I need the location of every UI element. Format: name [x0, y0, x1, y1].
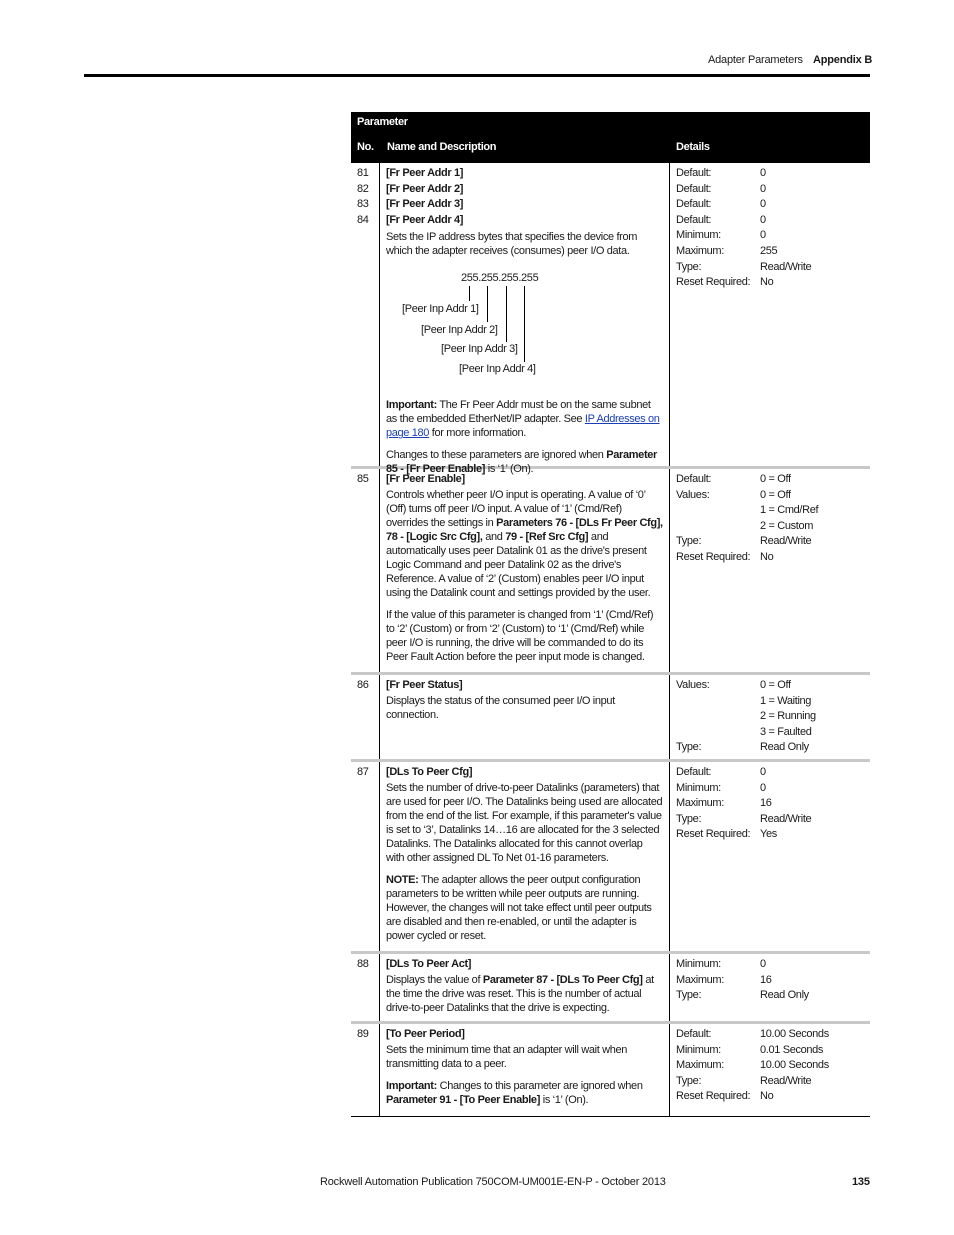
detail-value: 0: [760, 766, 766, 778]
detail-line: [676, 244, 870, 260]
detail-value: 0: [760, 198, 766, 211]
detail-value: No: [760, 1090, 774, 1103]
parameter-reference: Parameter 91 - [To Peer Enable]: [386, 1094, 541, 1106]
diagram-label: [Peer Inp Addr 1]: [402, 303, 479, 316]
detail-line: [676, 228, 870, 244]
param-details: [670, 469, 870, 672]
changes-text: is ‘1’ (On).: [485, 463, 534, 476]
ip-address-diagram: [386, 266, 663, 390]
param-details: [670, 1024, 870, 1116]
param-numbers: [351, 675, 380, 759]
param-description: [380, 469, 670, 672]
param-names: [386, 166, 663, 228]
note-text: The adapter allows the peer output configuration parameters to be written while peer outputs are running. However, the changes will not take effect until peer outputs are disabled and then re-enabled, or until the adapter is power cycled or reset.: [386, 874, 652, 942]
table-header: [351, 112, 870, 163]
param-number: 84: [357, 213, 369, 226]
detail-line: [676, 740, 870, 756]
table-row: [351, 675, 870, 762]
important-label: Important:: [386, 1080, 437, 1092]
parameter-reference: Parameters 76 - [DLs Fr Peer Cfg], 78 - [Logic Src Cfg],: [386, 517, 663, 543]
detail-value: Read/Write: [760, 812, 812, 825]
param-details: [670, 163, 870, 466]
diagram-connector-line: [524, 286, 525, 362]
param-numbers: [351, 954, 380, 1021]
detail-label: Maximum:: [676, 973, 724, 986]
detail-label: [676, 725, 760, 741]
param-description-text: If the value of this parameter is changed from ‘1’ (Cmd/Ref) to ‘2’ (Custom) or from ‘2’ (Custom) to ‘1’ (Cmd/Ref) while peer I/O is running, the drive will be commanded to do its Peer Fault Action before the peer input mode is changed.: [386, 609, 654, 663]
param-number: 85: [357, 473, 369, 485]
detail-line: [676, 197, 870, 213]
param-numbers: [351, 762, 380, 951]
detail-label: Minimum:: [676, 781, 721, 794]
detail-value: 1 = Waiting: [760, 694, 812, 707]
detail-label: Reset Required:: [676, 1090, 751, 1103]
detail-line: [676, 765, 870, 781]
detail-line: [676, 472, 870, 488]
detail-line: [676, 1027, 870, 1043]
detail-value: Yes: [760, 828, 777, 841]
note-label: NOTE:: [386, 874, 419, 886]
header-parameter: Parameter: [357, 116, 408, 128]
description-text: and automatically uses peer Datalink 01 as the drive's present Logic Command and peer Datalink 02 as the drive's Reference. A value of ‘2’ (Custom) enables peer I/O input using the Datalink count and settings provided by the user.: [386, 531, 651, 599]
detail-label: Maximum:: [676, 797, 724, 810]
detail-value: 0: [760, 167, 766, 179]
detail-value: 0: [760, 229, 766, 242]
table-row: [351, 469, 870, 675]
detail-label: Type:: [676, 260, 702, 273]
param-description: [380, 762, 670, 951]
param-name: [Fr Peer Enable]: [386, 473, 465, 485]
detail-label: Default:: [676, 167, 712, 179]
detail-label: Default:: [676, 213, 712, 226]
detail-value: Read/Write: [760, 535, 812, 548]
diagram-connector-line: [487, 286, 488, 322]
detail-value: Read Only: [760, 741, 809, 754]
detail-line: [676, 678, 870, 694]
important-text: Changes to this parameter are ignored when: [436, 1080, 643, 1092]
detail-value: 1 = Cmd/Ref: [760, 504, 819, 517]
param-number: 82: [357, 182, 369, 195]
diagram-address: 255.255.255.255: [461, 272, 539, 285]
detail-line: [676, 519, 870, 535]
header-name-description: Name and Description: [387, 141, 497, 153]
detail-label: Type:: [676, 989, 702, 1002]
param-description: [380, 1024, 670, 1116]
detail-label: Values:: [676, 679, 710, 691]
detail-value: 2 = Custom: [760, 519, 814, 532]
footer-publication: Rockwell Automation Publication 750COM-UM001E-EN-P - October 2013: [320, 1176, 666, 1188]
detail-line: [676, 488, 870, 504]
detail-label: Default:: [676, 198, 712, 211]
param-description-text: Sets the number of drive-to-peer Datalinks (parameters) that are used for peer I/O. The Datalinks being used are allocated from the end of the list. For example, if this parameter's value is set to ‘3’, Datalinks 14…16 are allocated for the 3 selected Datalinks. The Datalinks allocated for this cannot overlap with other assigned DL To Net 01-16 parameters.: [386, 782, 663, 864]
detail-label: Minimum:: [676, 229, 721, 242]
param-number: 89: [357, 1028, 369, 1040]
param-name: [Fr Peer Addr 4]: [386, 213, 464, 226]
param-numbers: [351, 1024, 380, 1116]
detail-label: Values:: [676, 488, 710, 501]
detail-label: Default:: [676, 1028, 712, 1040]
param-number: 83: [357, 198, 369, 211]
detail-value: Read/Write: [760, 1074, 812, 1087]
detail-value: 16: [760, 797, 772, 810]
param-description: [380, 675, 670, 759]
param-number: 88: [357, 958, 369, 970]
param-name: [Fr Peer Status]: [386, 679, 463, 691]
detail-label: Reset Required:: [676, 828, 751, 841]
detail-value: 0.01 Seconds: [760, 1043, 824, 1056]
header-no: No.: [357, 141, 374, 153]
param-name: [Fr Peer Addr 3]: [386, 198, 464, 211]
detail-value: 2 = Running: [760, 710, 816, 723]
param-description-text: Sets the IP address bytes that specifies the device from which the adapter receives (consumes) peer I/O data.: [386, 231, 638, 258]
param-name: [To Peer Period]: [386, 1028, 465, 1040]
diagram-connector-line: [469, 286, 470, 301]
detail-line: [676, 1074, 870, 1090]
detail-value: Read/Write: [760, 260, 812, 273]
page-number: 135: [852, 1176, 870, 1188]
ip-addresses-link[interactable]: IP Addresses on page 180: [386, 413, 660, 440]
detail-label: Reset Required:: [676, 276, 751, 289]
detail-value: No: [760, 550, 774, 563]
detail-value: 0 = Off: [760, 473, 791, 485]
detail-line: [676, 988, 870, 1004]
table-row: [351, 762, 870, 954]
detail-value: 0 = Off: [760, 488, 791, 501]
detail-line: [676, 260, 870, 276]
param-description-text: [386, 973, 663, 1015]
description-text: and: [482, 531, 506, 543]
important-label: Important:: [386, 399, 437, 412]
param-description: [380, 954, 670, 1021]
detail-label: Type:: [676, 535, 702, 548]
detail-label: Maximum:: [676, 1059, 724, 1072]
detail-value: 10.00 Seconds: [760, 1028, 829, 1040]
running-header-section: Adapter Parameters: [708, 54, 803, 66]
detail-value: 3 = Faulted: [760, 725, 812, 738]
diagram-connector-line: [506, 286, 507, 342]
note: [386, 873, 663, 943]
detail-line: [676, 1089, 870, 1105]
detail-label: Minimum:: [676, 958, 721, 970]
important-note: [386, 1079, 663, 1107]
detail-value: Read Only: [760, 989, 809, 1002]
detail-label: [676, 694, 760, 710]
detail-label: Minimum:: [676, 1043, 721, 1056]
table-row: [351, 163, 870, 476]
detail-label: Reset Required:: [676, 550, 751, 563]
parameter-table: [351, 112, 870, 1117]
diagram-label: [Peer Inp Addr 3]: [441, 343, 518, 356]
detail-label: [676, 519, 760, 535]
parameter-reference: Parameter 85 - [Fr Peer Enable]: [386, 449, 657, 476]
detail-line: [676, 1058, 870, 1074]
detail-value: 0 = Off: [760, 679, 791, 691]
header-rule: [84, 74, 870, 77]
detail-value: No: [760, 276, 774, 289]
detail-label: Type:: [676, 812, 702, 825]
detail-value: 10.00 Seconds: [760, 1059, 829, 1072]
detail-value: 0: [760, 182, 766, 195]
detail-line: [676, 550, 870, 566]
detail-value: 255: [760, 244, 778, 257]
detail-label: Default:: [676, 182, 712, 195]
table-row: [351, 1024, 870, 1117]
detail-line: [676, 827, 870, 843]
detail-line: [676, 781, 870, 797]
param-numbers: [351, 163, 380, 466]
param-details: [670, 762, 870, 951]
detail-label: Default:: [676, 766, 712, 778]
param-number: 86: [357, 679, 369, 691]
param-name: [DLs To Peer Cfg]: [386, 766, 473, 778]
detail-line: [676, 1043, 870, 1059]
param-description-text: Displays the status of the consumed peer I/O input connection.: [386, 695, 615, 721]
important-text: The Fr Peer Addr must be on the same subnet as the embedded EtherNet/IP adapter. See: [386, 399, 651, 426]
detail-value: 16: [760, 973, 772, 986]
detail-value: 0: [760, 781, 766, 794]
description-text: Controls whether peer I/O input is operating. A value of ‘0’ (Off) turns off peer I/O input. A value of ‘1’ (Cmd/Ref) overrides the settings in: [386, 489, 646, 529]
detail-label: Default:: [676, 473, 712, 485]
param-description: [380, 163, 670, 476]
description-text: at the time the drive was reset. This is the number of actual drive-to-peer Datalinks that the drive is expecting.: [386, 974, 654, 1014]
diagram-label: [Peer Inp Addr 2]: [421, 324, 498, 337]
detail-line: [676, 796, 870, 812]
detail-line: [676, 973, 870, 989]
running-header-appendix: Appendix B: [813, 54, 873, 66]
detail-line: [676, 182, 870, 198]
table-row: [351, 954, 870, 1024]
changes-text: Changes to these parameters are ignored when: [386, 449, 607, 462]
detail-value: 0: [760, 213, 766, 226]
detail-line: [676, 213, 870, 229]
detail-line: [676, 166, 870, 182]
param-description-text: [386, 488, 663, 600]
detail-label: [676, 709, 760, 725]
detail-line: [676, 812, 870, 828]
diagram-label: [Peer Inp Addr 4]: [459, 363, 536, 376]
detail-line: [676, 957, 870, 973]
parameter-reference: Parameter 87 - [DLs To Peer Cfg]: [482, 974, 643, 986]
detail-value: 0: [760, 958, 766, 970]
important-text: is ‘1’ (On).: [540, 1094, 589, 1106]
important-text: for more information.: [429, 427, 526, 440]
param-number: 87: [357, 766, 369, 778]
detail-line: [676, 694, 870, 710]
detail-line: [676, 275, 870, 291]
detail-label: Type:: [676, 741, 702, 754]
detail-line: [676, 709, 870, 725]
detail-line: [676, 534, 870, 550]
detail-line: [676, 725, 870, 741]
param-details: [670, 954, 870, 1021]
detail-line: [676, 503, 870, 519]
detail-label: Type:: [676, 1074, 702, 1087]
param-name: [DLs To Peer Act]: [386, 958, 472, 970]
param-name: [Fr Peer Addr 2]: [386, 182, 464, 195]
param-number: 81: [357, 167, 369, 179]
description-text: Displays the value of: [386, 974, 483, 986]
param-description-text: Sets the minimum time that an adapter will wait when transmitting data to a peer.: [386, 1044, 628, 1070]
param-numbers: [351, 469, 380, 672]
detail-label: [676, 503, 760, 519]
param-details: [670, 675, 870, 759]
parameter-reference: 79 - [Ref Src Cfg]: [505, 531, 589, 543]
important-note: [386, 398, 663, 440]
header-details: Details: [676, 141, 710, 153]
detail-label: Maximum:: [676, 244, 724, 257]
param-name: [Fr Peer Addr 1]: [386, 167, 464, 179]
